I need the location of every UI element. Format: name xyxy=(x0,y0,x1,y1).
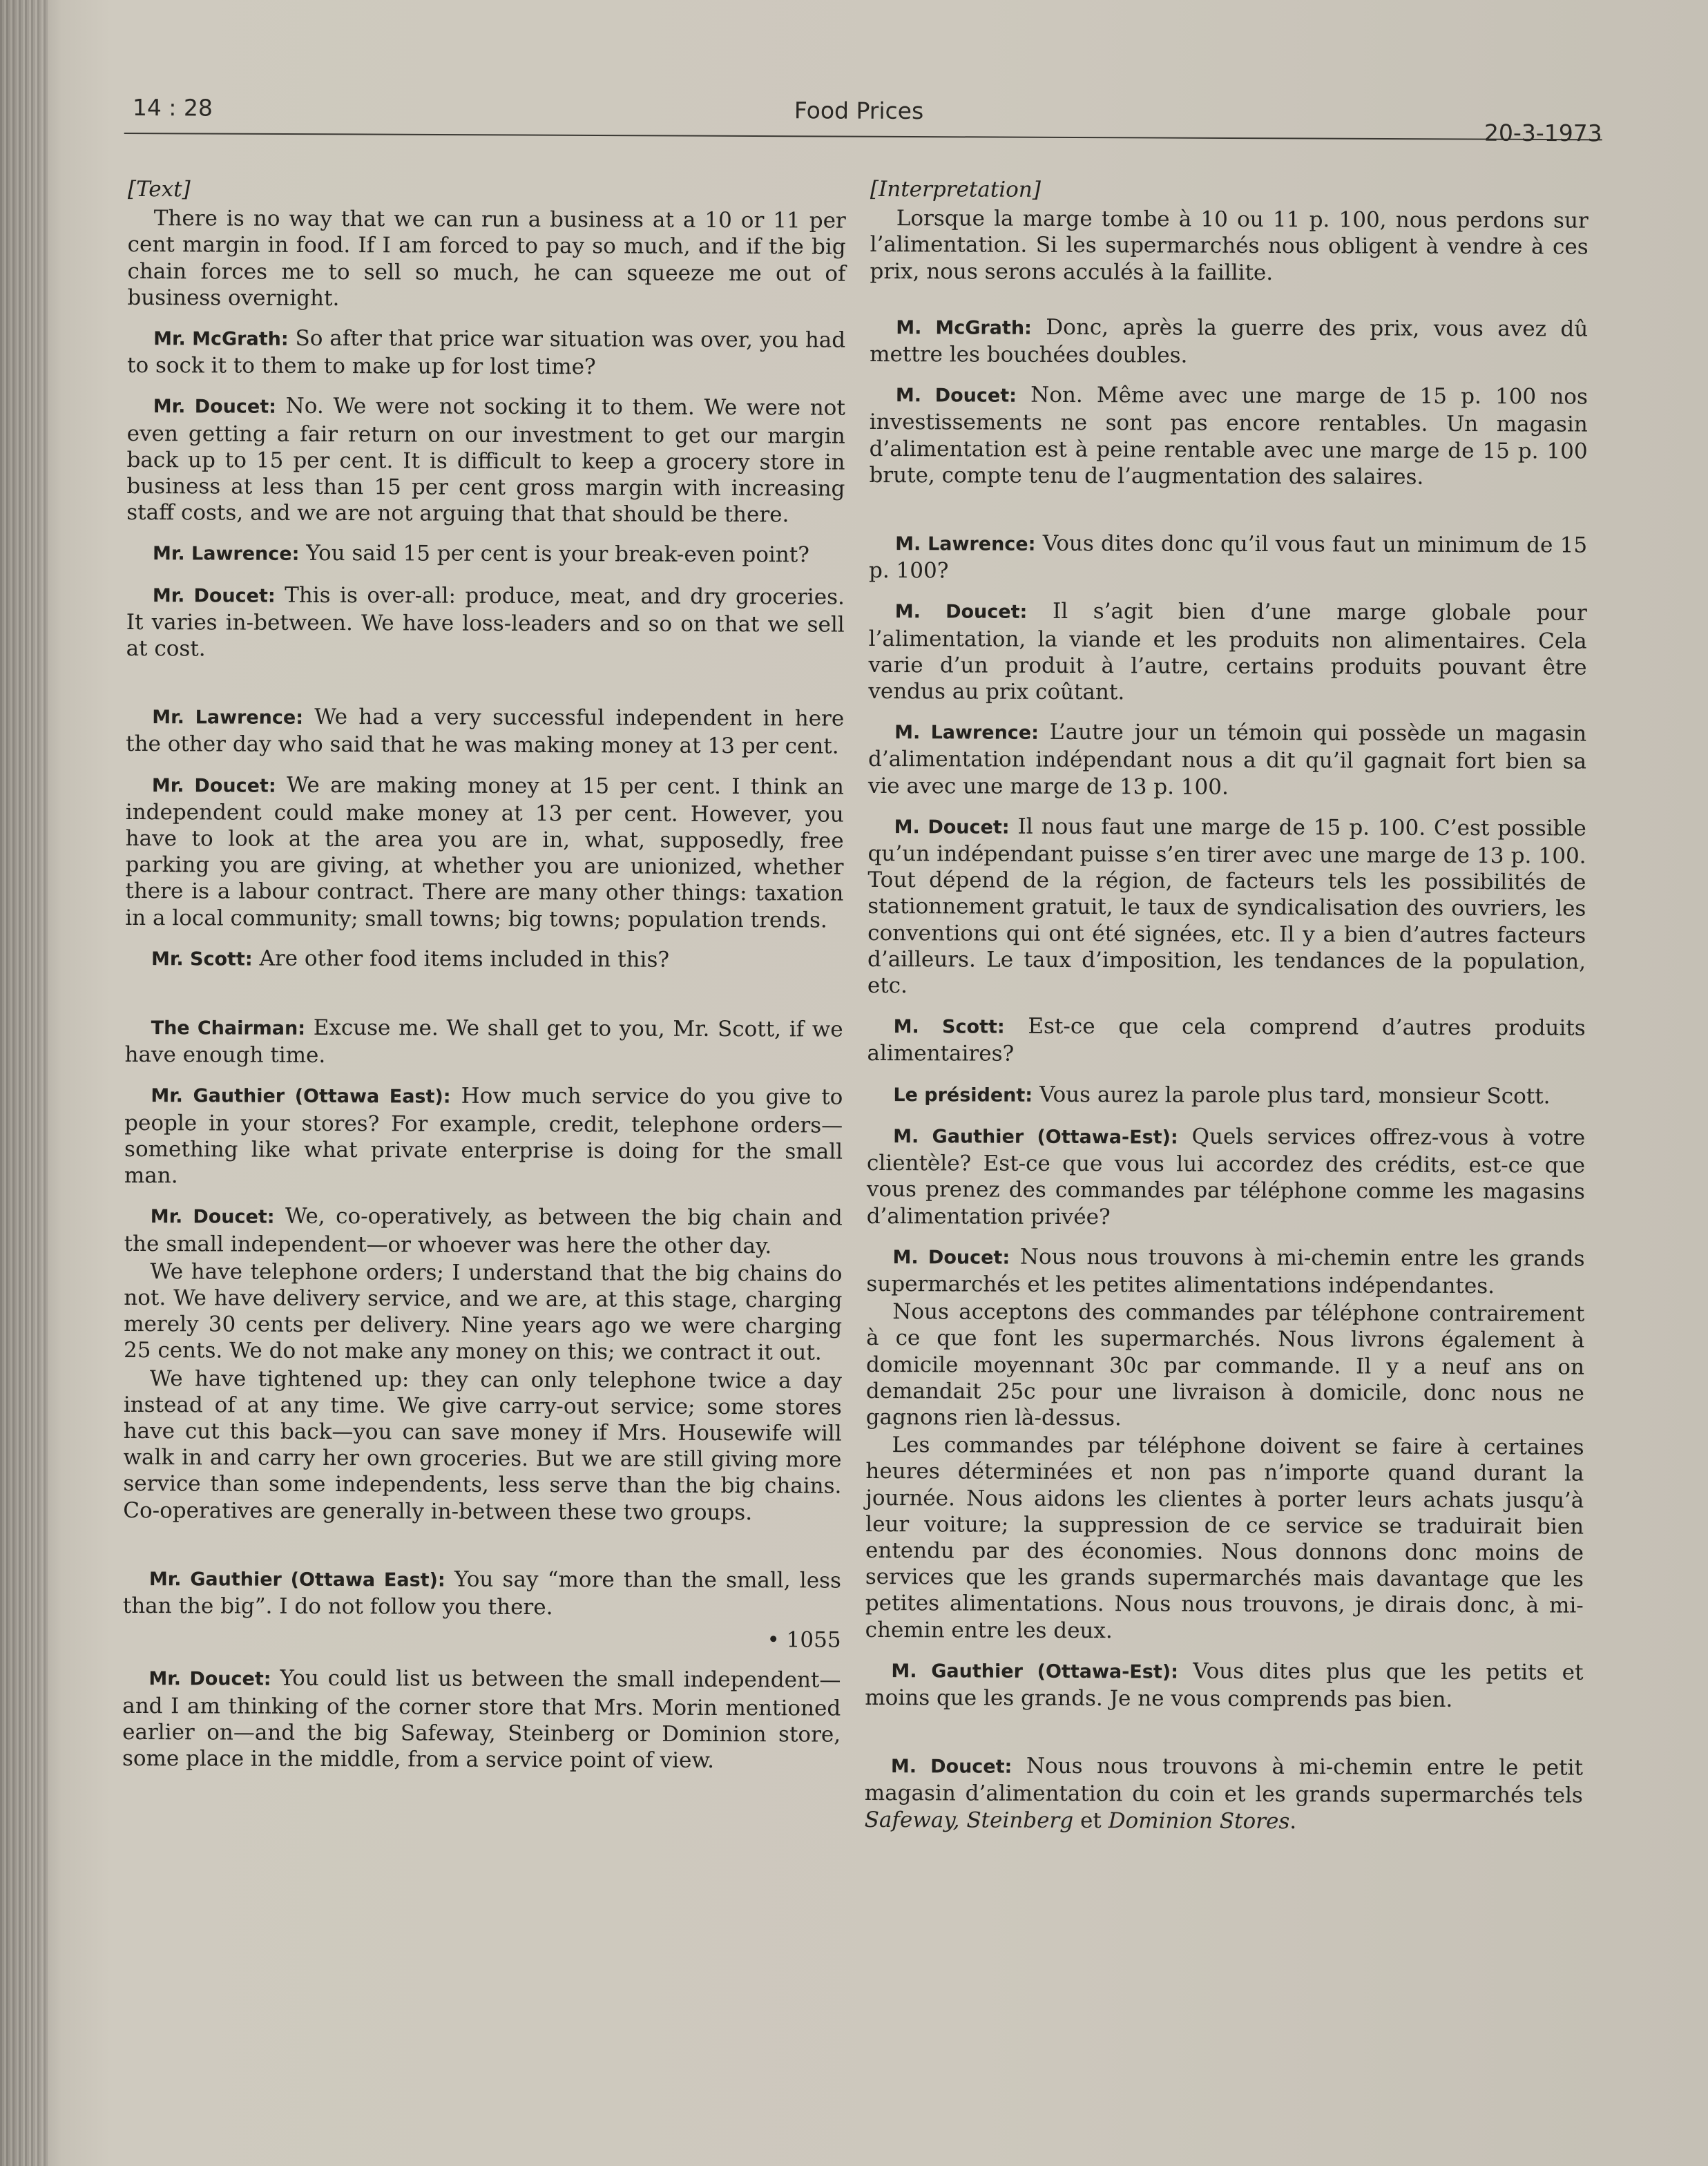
text-note: [Text] xyxy=(127,177,191,202)
speaker: Mr. Scott: xyxy=(151,948,253,970)
paragraph: Mr. Scott: Are other food items included in this? xyxy=(151,946,670,972)
paragraph: Mr. Doucet: No. We were not socking it to them. We were not even getting a fair return on our investment to get our margin back up to 15 per cent. It is difficult to keep a grocery store in business at less than 15 per cent gross margin with increasing staff costs, and we are not arguing that that should be there. xyxy=(126,394,845,528)
speaker: Mr. Doucet: xyxy=(153,396,276,419)
paragraph: We have tightened up: they can only telephone twice a day instead of at any time. We give carry-out service; some stores have cut this back—you can save money if Mrs. Housewife will walk in and carry her own groceries. But we are still giving more service than some independents, less serve than the big chains. Co-operatives are generally in-between these two groups. xyxy=(123,1365,842,1525)
paragraph: Mr. Doucet: You could list us between the small independent—and I am thinking of the corner store that Mrs. Morin mentioned earlier on—and the big Safeway, Steinberg or Dominion store, some place in the middle, from a service point of view. xyxy=(122,1666,841,1773)
paragraph: Mr. Lawrence: You said 15 per cent is your break-even point? xyxy=(153,541,809,568)
speaker: M. Scott: xyxy=(893,1016,1005,1038)
speaker: Mr. Gauthier (Ottawa East): xyxy=(148,1568,445,1591)
speaker: Mr. Doucet: xyxy=(151,774,276,797)
paragraph: Les commandes par téléphone doivent se faire à certaines heures déterminées et non pas n’importe quand durant la journée. Nous aidons les clientes à porter leurs achats jusqu’à leur voiture; la suppression de ce service se traduirait bien entendu par des économies. Nous donnons donc moins de services que les grands supermarchés mais davantage que les petites alimentations. Nous nous trouvons, je dirais donc, à mi-chemin entre les deux. xyxy=(865,1432,1584,1643)
speaker: Mr. Gauthier (Ottawa East): xyxy=(151,1085,451,1109)
paragraph: Mr. Doucet: We are making money at 15 per cent. I think an independent could make money at 13 per cent. However, you have to look at the area you are in, what, supposedly, free parking you are giving, at whether you are unionized, whether there is a labour contract. There are many other things: taxation in a local community; small towns; big towns; population trends. xyxy=(125,772,844,933)
speaker: M. Doucet: xyxy=(894,816,1010,838)
french-column xyxy=(865,176,1589,1849)
speaker: M. Gauthier (Ottawa-Est): xyxy=(891,1660,1178,1683)
header-date: 20-3-1973 xyxy=(1484,119,1602,147)
paragraph: M. Doucet: Il nous faut une marge de 15 p. 100. C’est possible qu’un indépendant puisse s’en tirer avec une marge de 13 p. 100. Tout dépend de la région, de facteurs tels les possibilités de stationnement gratuit, le taux de syndicalisation des ouvriers, les conventions qui ont été signées, etc. Il y a bien d’autres facteurs d’ailleurs. Le taux d’imposition, les tendances de la population, etc. xyxy=(867,814,1586,999)
paragraph: Mr. Doucet: This is over-all: produce, meat, and dry groceries. It varies in-between. We have loss-leaders and so on that we sell at cost. xyxy=(126,582,845,662)
interpretation-note: [Interpretation] xyxy=(870,177,1041,202)
speaker: M. Doucet: xyxy=(894,601,1028,624)
speaker: The Chairman: xyxy=(151,1017,306,1039)
paragraph: Mr. Gauthier (Ottawa East): How much service do you give to people in your stores? For example, credit, telephone orders—something like what private enterprise is doing for the small man. xyxy=(124,1084,843,1189)
paragraph: Le président: Vous aurez la parole plus tard, monsieur Scott. xyxy=(893,1082,1551,1109)
paragraph: There is no way that we can run a business at a 10 or 11 per cent margin in food. If I am forced to pay so much, and if the big chain forces me to sell so much, he can squeeze me out of business overnight. xyxy=(127,206,846,311)
paragraph: We have telephone orders; I understand that the big chains do not. We have delivery service, and we are, at this stage, charging merely 30 cents per delivery. Nine years ago we were charging 25 cents. We do not make any money on this; we contract it out. xyxy=(124,1258,843,1365)
speaker: M. Lawrence: xyxy=(894,722,1039,745)
paragraph: M. Doucet: Nous nous trouvons à mi-chemin entre le petit magasin d’alimentation du coin et les grands supermarchés tels Safeway, Steinberg et Dominion Stores. xyxy=(864,1753,1584,1834)
running-header xyxy=(124,88,1602,147)
paragraph: Mr. Gauthier (Ottawa East): You say “more than the small, less than the big”. I do not follow you there. xyxy=(122,1566,841,1620)
speaker: Mr. Lawrence: xyxy=(152,707,304,729)
paragraph: M. Gauthier (Ottawa-Est): Quels services offrez-vous à votre clientèle? Est-ce que vous lui accordez des crédits, est-ce que vous prenez des commandes par téléphone comme les magasins d’alimentation privée? xyxy=(866,1124,1586,1229)
paragraph: M. Doucet: Nous nous trouvons à mi-chemin entre les grands supermarchés et les petites alimentations indépendantes. xyxy=(866,1244,1585,1299)
paragraph: Mr. McGrath: So after that price war situation was over, you had to sock it to them to make up for lost time? xyxy=(126,325,846,380)
paragraph: M. McGrath: Donc, après la guerre des prix, vous avez dû mettre les bouchées doubles. xyxy=(870,314,1589,368)
speaker: Le président: xyxy=(893,1084,1033,1106)
speaker: M. Doucet: xyxy=(892,1246,1010,1269)
paragraph: M. Lawrence: Vous dites donc qu’il vous faut un minimum de 15 p. 100? xyxy=(868,530,1588,584)
speaker: Mr. Doucet: xyxy=(148,1668,271,1691)
speaker: Mr. Doucet: xyxy=(150,1206,275,1229)
paragraph: The Chairman: Excuse me. We shall get to you, Mr. Scott, if we have enough time. xyxy=(124,1015,843,1068)
speaker: M. Gauthier (Ottawa-Est): xyxy=(893,1126,1178,1149)
paragraph: M. Gauthier (Ottawa-Est): Vous dites plus que les petits et moins que les grands. Je ne vous comprends pas bien. xyxy=(865,1658,1584,1712)
speaker: M. Doucet: xyxy=(890,1756,1013,1778)
speaker: M. Doucet: xyxy=(895,385,1017,407)
paragraph: M. Doucet: Non. Même avec une marge de 15 p. 100 nos investissements ne sont pas encore rentables. Un magasin d’alimentation est à peine rentable avec une marge de 15 p. 100 brute, compte tenu de l’augmentation des salaires. xyxy=(869,382,1588,490)
speaker: Mr. McGrath: xyxy=(153,328,289,350)
book-spine-shadow xyxy=(0,0,48,2166)
page-reference: 14 : 28 xyxy=(132,94,213,122)
paragraph: Lorsque la marge tombe à 10 ou 11 p. 100, nous perdons sur l’alimentation. Si les supermarchés nous obligent à vendre à ces prix, nous serons acculés à la faillite. xyxy=(870,206,1589,285)
paragraph: M. Scott: Est-ce que cela comprend d’autres produits alimentaires? xyxy=(867,1013,1586,1067)
time-marker: • 1055 xyxy=(767,1627,841,1653)
paragraph: M. Lawrence: L’autre jour un témoin qui possède un magasin d’alimentation indépendant nous a dit qu’il gagnait fort bien sa vie avec une marge de 13 p. 100. xyxy=(867,720,1587,800)
english-column xyxy=(122,176,846,1788)
speaker: Mr. Doucet: xyxy=(152,584,276,607)
speaker: M. McGrath: xyxy=(896,316,1032,339)
running-title: Food Prices xyxy=(794,97,924,125)
paragraph: M. Doucet: Il s’agit bien d’une marge globale pour l’alimentation, la viande et les produits non alimentaires. Cela varie d’un produit à l’autre, certains produits pouvant être vendus au prix coûtant. xyxy=(868,599,1587,705)
paragraph: Mr. Lawrence: We had a very successful independent in here the other day who said that he was making money at 13 per cent. xyxy=(126,705,845,760)
paragraph: Mr. Doucet: We, co-operatively, as between the big chain and the small independent—or whoever was here the other day. xyxy=(124,1204,843,1258)
speaker: Mr. Lawrence: xyxy=(153,543,300,566)
paragraph: Nous acceptons des commandes par téléphone contrairement à ce que font les supermarchés. Nous livrons également à domicile moyennant 30c par commande. Il y a neuf ans on demandait 25c pour une livraison à domicile, donc nous ne gagnons rien là-dessus. xyxy=(865,1299,1585,1431)
speaker: M. Lawrence: xyxy=(895,533,1036,555)
